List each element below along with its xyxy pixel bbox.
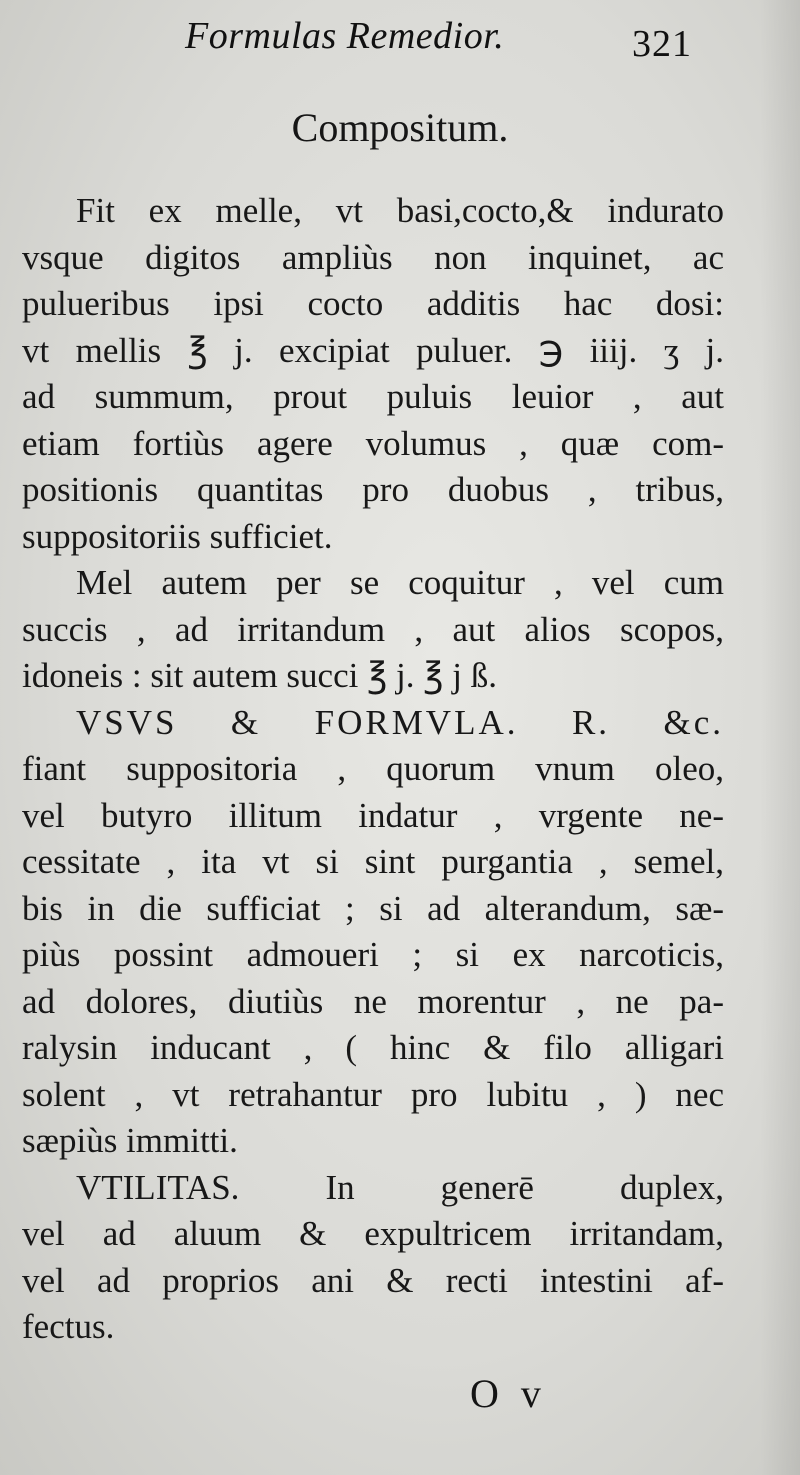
running-title: Formulas Remedior. bbox=[185, 15, 505, 57]
text-line: pulueribus ipsi cocto additis hac dosi: bbox=[22, 284, 724, 323]
text-line: suppositoriis sufficiet. bbox=[22, 516, 333, 556]
text-line: Mel autem per se coquitur , vel cum bbox=[76, 563, 724, 602]
catchword: O v bbox=[470, 1371, 547, 1416]
section-title: Compositum. bbox=[291, 105, 509, 150]
text-line: positionis quantitas pro duobus , tribus, bbox=[22, 470, 724, 509]
text-line: vel butyro illitum indatur , vrgente ne- bbox=[22, 795, 724, 835]
text-line: bis in die sufficiat ; si ad alterandum, sæ- bbox=[22, 888, 724, 928]
text-line: idoneis : sit autem succi ℥ j. ℥ j ß. bbox=[22, 656, 497, 695]
text-line: fiant suppositoria , quorum vnum oleo, bbox=[22, 749, 724, 788]
text-line: vel ad aluum & expultricem irritandam, bbox=[22, 1214, 724, 1253]
text-line: ad summum, prout puluis leuior , aut bbox=[22, 377, 724, 416]
text-line: solent , vt retrahantur pro lubitu , ) nec bbox=[22, 1074, 724, 1114]
text-line: vsque digitos ampliùs non inquinet, ac bbox=[22, 237, 724, 277]
section-heading-utilitas: VTILITAS. In generē duplex, bbox=[76, 1167, 724, 1207]
text-line: etiam fortiùs agere volumus , quæ com- bbox=[22, 423, 724, 463]
text-line: piùs possint admoueri ; si ex narcoticis, bbox=[22, 935, 724, 974]
text-line: cessitate , ita vt si sint purgantia , semel, bbox=[22, 842, 724, 881]
text-line: vt mellis ℥ j. excipiat puluer. ℈ iiij. ʒ j. bbox=[22, 330, 724, 370]
text-line: ad dolores, diutiùs ne morentur , ne pa- bbox=[22, 981, 724, 1021]
page-number: 321 bbox=[632, 23, 692, 65]
page-header bbox=[0, 10, 800, 65]
text-line: Fit ex melle, vt basi,cocto,& indurato bbox=[76, 191, 724, 230]
text-line: vel ad proprios ani & recti intestini af- bbox=[22, 1260, 724, 1300]
page-edge-shadow bbox=[760, 0, 800, 1475]
section-heading-usus: VSVS & FORMVLA. R. &c. bbox=[76, 702, 724, 742]
text-line: sæpiùs immitti. bbox=[22, 1121, 238, 1160]
text-line: ralysin inducant , ( hinc & filo alligari bbox=[22, 1028, 724, 1067]
text-line: succis , ad irritandum , aut alios scopos, bbox=[22, 609, 724, 649]
body-text bbox=[22, 188, 724, 1351]
text-line: fectus. bbox=[22, 1307, 115, 1346]
